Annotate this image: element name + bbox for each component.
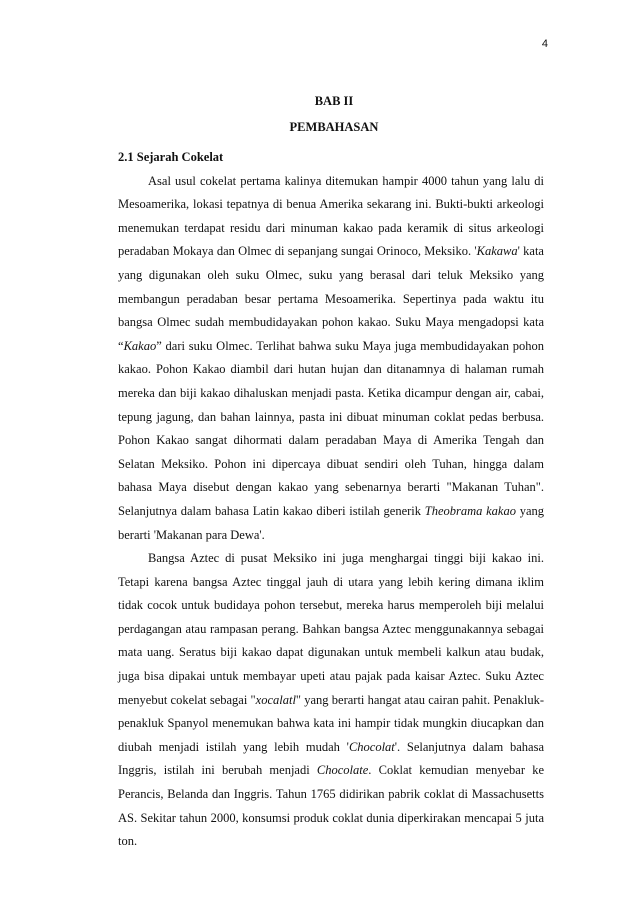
- italic-term-chocolate: Chocolate: [316, 763, 369, 778]
- paragraph-text: ” dari suku Olmec. Terlihat bahwa suku Maya juga membudidayakan pohon kakao. Pohon Kakao diambil dari hutan hujan dan ditanamnya di halaman rumah mereka dan biji kakao dihaluskan menjadi pasta. Ketika dicampur dengan air, cabai, tepung jagung, dan bahan lainnya, pasta ini dibuat minuman coklat pedas berbusa. Pohon Kakao sangat dihormati dalam peradaban Maya di Amerika Tengah dan Selatan Meksiko. Pohon ini dipercaya dibuat sendiri oleh Tuhan, hingga dalam bahasa Maya disebut dengan kakao yang sebenarnya berarti "Makanan Tuhan". Selanjutnya dalam bahasa Latin kakao diberi istilah generik: [118, 338, 544, 518]
- paragraph-text: " yang berarti hangat atau cairan pahit. Penakluk-penakluk Spanyol menemukan bahwa kata ini hampir tidak mungkin diucapkan dan diubah menjadi istilah yang lebih mudah ': [118, 692, 544, 754]
- paragraph-text: Asal usul cokelat pertama kalinya ditemukan hampir 4000 tahun yang lalu di Mesoamerika, lokasi tepatnya di benua Amerika sekarang ini. Bukti-bukti arkeologi menemukan terdapat residu dari minuman kakao pada keramik di situs arkeologi peradaban Mokaya dan Olmec di sepanjang sungai Orinoco, Meksiko. ': [118, 173, 544, 259]
- italic-term-xocalatl: xocalatl: [255, 692, 296, 707]
- section-heading: 2.1 Sejarah Cokelat: [118, 150, 224, 164]
- italic-term-chocolat: Chocolat: [348, 739, 395, 754]
- paragraph-text: . Coklat kemudian menyebar ke Perancis, Belanda dan Inggris. Tahun 1765 didirikan pabrik coklat di Massachusetts AS. Sekitar tahun 2000, konsumsi produk coklat dunia diperkirakan mencapai 5 juta ton.: [118, 763, 544, 849]
- paragraph-history-olmec-maya: [118, 170, 544, 548]
- italic-term-kakao: Kakao: [123, 338, 157, 353]
- paragraph-text: '. Selanjutnya dalam bahasa Inggris, istilah ini berubah menjadi: [118, 739, 544, 778]
- chapter-title: PEMBAHASAN: [289, 120, 379, 134]
- page-number: 4: [541, 38, 548, 50]
- paragraph-text: ' kata yang digunakan oleh suku Olmec, suku yang berasal dari teluk Meksiko yang membangun peradaban besar pertama Mesoamerika. Sepertinya pada waktu itu bangsa Olmec sudah membudidayakan pohon kakao. Suku Maya mengadopsi kata “: [118, 244, 544, 353]
- chapter-heading: [0, 88, 638, 140]
- body-content: [118, 146, 544, 854]
- paragraph-history-aztec: [118, 547, 544, 854]
- italic-term-kakawa: Kakawa: [476, 244, 518, 259]
- chapter-label: BAB II: [314, 94, 354, 108]
- italic-term-theobroma: Theobrama kakao: [424, 503, 516, 518]
- paragraph-text: Bangsa Aztec di pusat Meksiko ini juga menghargai tinggi biji kakao ini. Tetapi karena bangsa Aztec tinggal jauh di utara yang lebih kering dimana iklim tidak cocok untuk budidaya pohon tersebut, mereka harus memperoleh biji melalui perdagangan atau rampasan perang. Bahkan bangsa Aztec menggunakannya sebagai mata uang. Seratus biji kakao dapat digunakan untuk membeli kalkun atau budak, juga bisa dipakai untuk membayar upeti atau pajak pada kaisar Aztec. Suku Aztec menyebut cokelat sebagai ": [118, 551, 544, 707]
- paragraph-text: yang berarti 'Makanan para Dewa'.: [118, 503, 544, 542]
